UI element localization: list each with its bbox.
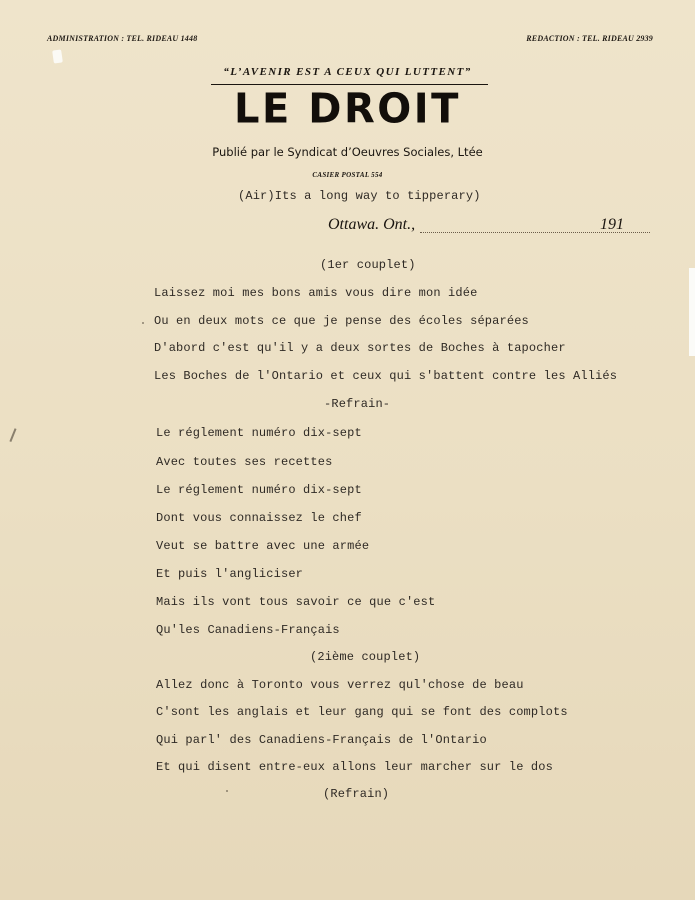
ink-dot [142,322,144,324]
refrain-line: Avec toutes ses recettes [156,455,333,469]
verse-line: D'abord c'est qu'il y a deux sortes de Boches à tapocher [154,341,566,355]
refrain-line: Mais ils vont tous savoir ce que c'est [156,595,436,609]
refrain-line: Le réglement numéro dix-sept [156,483,362,497]
refrain-line: Et puis l'angliciser [156,567,304,581]
year-prefix: 191 [600,216,624,233]
verse-line: C'sont les anglais et leur gang qui se font des complots [156,705,568,719]
place-line: Ottawa. Ont., [328,216,416,233]
redaction-phone: REDACTION : TEL. RIDEAU 2939 [526,34,653,43]
paper-edge-tear [689,268,695,356]
refrain-line: Qu'les Canadiens-Français [156,623,340,637]
tape-mark [52,49,63,63]
air-line: (Air)Its a long way to tipperary) [238,189,481,203]
refrain-line: Le réglement numéro dix-sept [156,426,362,440]
verse-line: Ou en deux mots ce que je pense des écoles séparées [154,314,529,328]
verse-line: Et qui disent entre-eux allons leur marcher sur le dos [156,760,553,774]
publisher-line: Publié par le Syndicat d’Oeuvres Sociales, Ltée [212,145,483,159]
ink-dot [226,790,228,792]
motto: “L’AVENIR EST A CEUX QUI LUTTENT” [223,66,472,78]
refrain-heading: -Refrain- [324,397,391,411]
verse-line: Allez donc à Toronto vous verrez qul'chose de beau [156,678,524,692]
verse-line: Les Boches de l'Ontario et ceux qui s'battent contre les Alliés [154,369,618,383]
verse-line: Qui parl' des Canadiens-Français de l'Ontario [156,733,487,747]
admin-phone: ADMINISTRATION : TEL. RIDEAU 1448 [47,34,198,43]
verse-line: Laissez moi mes bons amis vous dire mon idée [154,286,478,300]
refrain-heading: (Refrain) [323,787,390,801]
verse-heading: (1er couplet) [320,258,416,272]
refrain-line: Dont vous connaissez le chef [156,511,362,525]
ink-mark [9,428,16,442]
refrain-line: Veut se battre avec une armée [156,539,370,553]
postal-box: CASIER POSTAL 554 [312,171,383,179]
masthead-title: LE DROIT [234,85,461,133]
verse-heading: (2ième couplet) [310,650,421,664]
